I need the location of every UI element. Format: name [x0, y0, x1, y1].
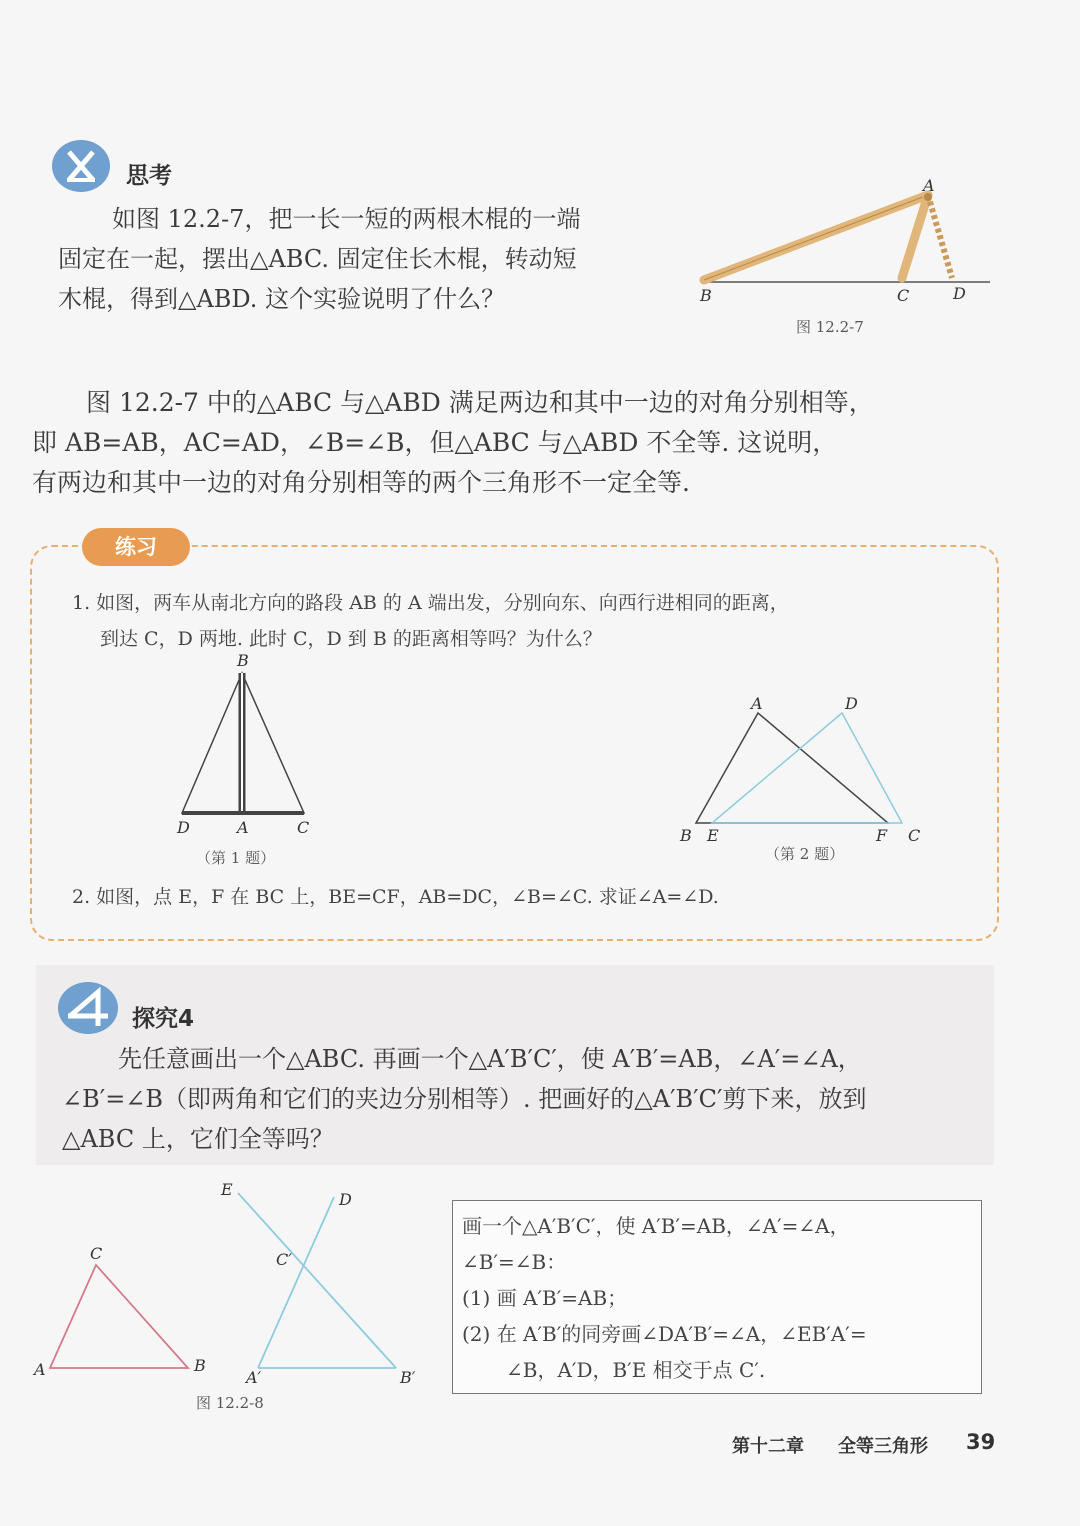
fig7-caption: 图 12.2-7: [796, 318, 864, 336]
fig8-label-D: D: [339, 1190, 352, 1209]
fig2-label-F: F: [876, 826, 888, 845]
step-line-5: ∠B，A′D，B′E 相交于点 C′.: [506, 1358, 766, 1382]
ex-q1-line-2: 到达 C，D 两地. 此时 C，D 到 B 的距离相等吗？为什么？: [100, 628, 602, 650]
explain-line-2: 即 AB=AB，AC=AD，∠B=∠B，但△ABC 与△ABD 不全等. 这说明，: [32, 428, 838, 457]
explore-line-3: △ABC 上，它们全等吗？: [62, 1125, 334, 1153]
step-line-2: ∠B′=∠B：: [462, 1250, 567, 1274]
fig2-label-C: C: [908, 826, 921, 845]
fig7-label-B: B: [700, 286, 712, 305]
think-icon: [52, 140, 110, 192]
explain-line-3: 有两边和其中一边的对角分别相等的两个三角形不一定全等.: [32, 468, 690, 497]
think-line-2: 固定在一起，摆出△ABC. 固定住长木棍，转动短: [58, 245, 577, 273]
fig7-label-D: D: [953, 284, 966, 303]
fig8-label-B-prime: B′: [400, 1368, 416, 1387]
footer-title: 全等三角形: [838, 1436, 928, 1457]
fig1-label-D: D: [177, 818, 190, 837]
ex-q2: 2. 如图，点 E，F 在 BC 上，BE=CF，AB=DC，∠B=∠C. 求证∠A=∠D.: [72, 886, 719, 908]
footer-chapter: 第十二章: [732, 1436, 804, 1457]
explore-title: 探究4: [132, 1006, 195, 1032]
step-line-3: (1) 画 A′B′=AB；: [462, 1286, 628, 1310]
fig8-label-B: B: [194, 1356, 206, 1375]
explain-line-1: 图 12.2-7 中的△ABC 与△ABD 满足两边和其中一边的对角分别相等，: [86, 388, 874, 417]
step-line-4: (2) 在 A′B′的同旁画∠DA′B′=∠A，∠EB′A′=: [462, 1322, 867, 1346]
ex-q1-line-1: 1. 如图，两车从南北方向的路段 AB 的 A 端出发，分别向东、向西行进相同的距离，: [72, 592, 789, 614]
fig7-label-A: A: [923, 176, 935, 195]
fig1-label-C: C: [297, 818, 310, 837]
page-number: 39: [966, 1430, 996, 1454]
fig2-label-B: B: [680, 826, 692, 845]
fig8-caption: 图 12.2-8: [196, 1394, 264, 1412]
fig2-label-A: A: [751, 694, 763, 713]
think-line-3: 木棍，得到△ABD. 这个实验说明了什么？: [58, 285, 506, 313]
fig1-caption: （第 1 题）: [196, 849, 276, 867]
think-line-1: 如图 12.2-7，把一长一短的两根木棍的一端: [112, 205, 581, 233]
fig1-label-B: B: [237, 651, 249, 670]
fig1-label-A: A: [237, 818, 249, 837]
explore-icon: [58, 982, 118, 1034]
think-title: 思考: [126, 163, 172, 189]
fig8-label-C: C: [90, 1244, 103, 1263]
fig2-label-E: E: [707, 826, 719, 845]
fig8-label-C-prime: C′: [276, 1250, 292, 1269]
fig7-label-C: C: [897, 286, 910, 305]
fig2-label-D: D: [845, 694, 858, 713]
step-line-1: 画一个△A′B′C′，使 A′B′=AB，∠A′=∠A，: [462, 1214, 850, 1238]
explore-line-1: 先任意画出一个△ABC. 再画一个△A′B′C′，使 A′B′=AB，∠A′=∠A，: [118, 1045, 862, 1073]
exercise-fig-2: [690, 705, 915, 830]
fig2-caption: （第 2 题）: [765, 845, 845, 863]
fig8-label-A-prime: A′: [246, 1368, 262, 1387]
fig8-label-A: A: [34, 1360, 46, 1379]
exercise-tag: 练习: [82, 528, 190, 566]
explore-line-2: ∠B′=∠B（即两角和它们的夹边分别相等）. 把画好的△A′B′C′剪下来，放到: [62, 1085, 867, 1113]
fig8-label-E: E: [221, 1180, 233, 1199]
exercise-fig-1: [170, 665, 320, 825]
figure-12-2-8: [40, 1185, 420, 1380]
